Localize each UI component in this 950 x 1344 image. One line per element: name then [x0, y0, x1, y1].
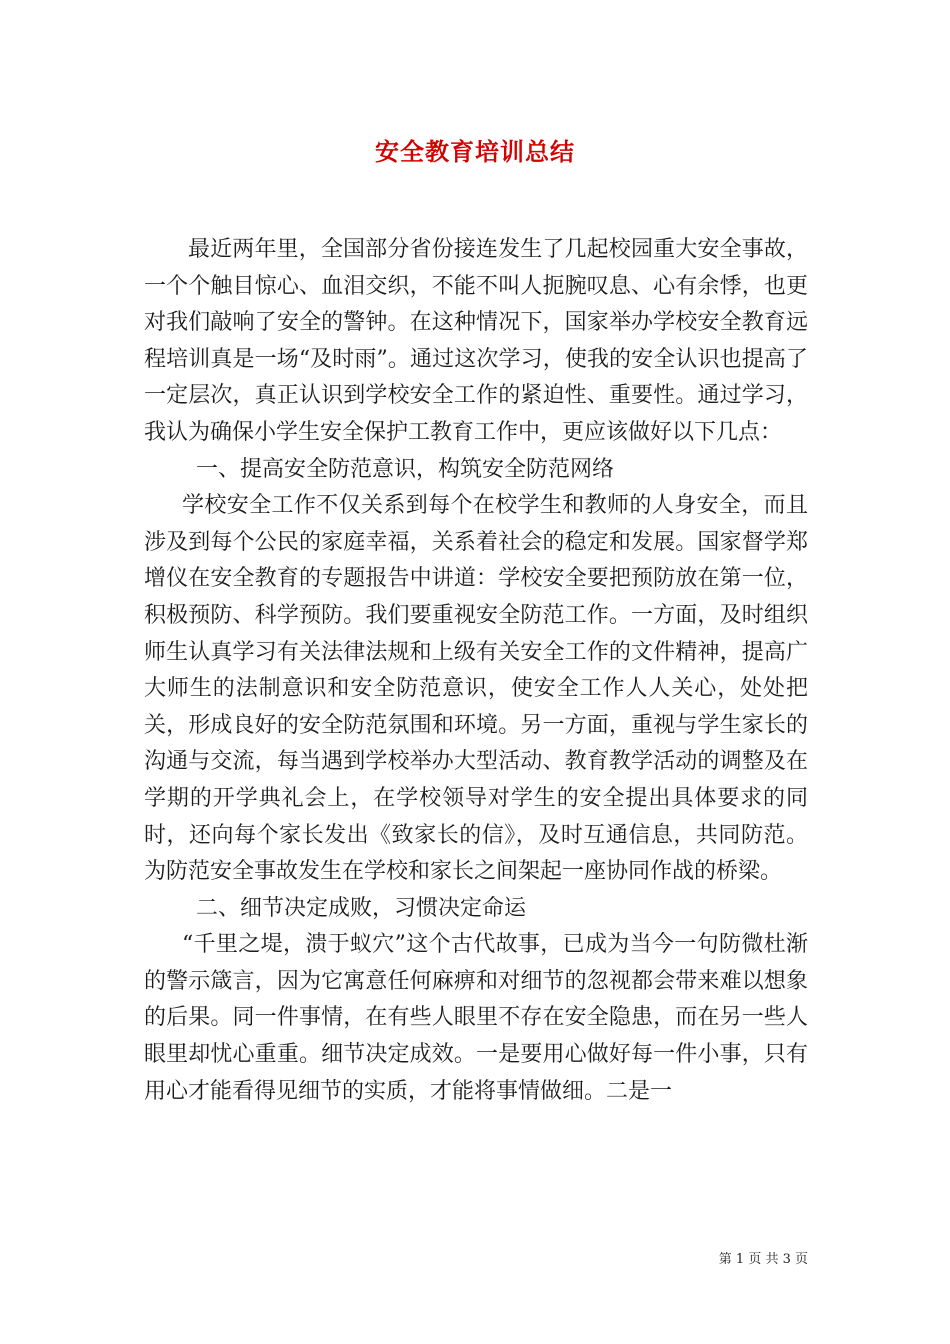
section-heading-1: 一、提高安全防范意识，构筑安全防范网络: [196, 456, 615, 482]
section-1-paragraph: 学校安全工作不仅关系到每个在校学生和教师的人身安全，而且涉及到每个公民的家庭幸福，关系着社会的稳定和发展。国家督学郑增仪在安全教育的专题报告中讲道：学校安全要把预防放在第一位，积极预防、科学预防。我们要重视安全防范工作。一方面，及时组织师生认真学习有关法律法规和上级有关安全工作的文件精神，提高广大师生的法制意识和安全防范意识，使安全工作人人关心，处处把关，形成良好的安全防范氛围和环境。另一方面，重视与学生家长的沟通与交流，每当遇到学校举办大型活动、教育教学活动的调整及在学期的开学典礼会上，在学校领导对学生的安全提出具体要求的同时，还向每个家长发出《致家长的信》，及时互通信息，共同防范。为防范安全事故发生在学校和家长之间架起一座协同作战的桥梁。: [144, 493, 808, 885]
document-body: [144, 232, 808, 1110]
intro-paragraph: 最近两年里，全国部分省份接连发生了几起校园重大安全事故，一个个触目惊心、血泪交织，不能不叫人扼腕叹息、心有余悸，也更对我们敲响了安全的警钟。在这种情况下，国家举办学校安全教育远程培训真是一场“及时雨”。通过这次学习，使我的安全认识也提高了一定层次，真正认识到学校安全工作的紧迫性、重要性。通过学习，我认为确保小学生安全保护工教育工作中，更应该做好以下几点：: [144, 237, 808, 445]
document-title: 安全教育培训总结: [375, 137, 575, 166]
section-2-paragraph: “千里之堤，溃于蚁穴”这个古代故事，已成为当今一句防微杜渐的警示箴言，因为它寓意任何麻痹和对细节的忽视都会带来难以想象的后果。同一件事情，在有些人眼里不存在安全隐患，而在另一些人眼里却忧心重重。细节决定成效。一是要用心做好每一件小事，只有用心才能看得见细节的实质，才能将事情做细。二是一: [144, 932, 808, 1104]
section-heading-2: 二、细节决定成败，习惯决定命运: [196, 895, 527, 921]
page-footer: 第 1 页 共 3 页: [718, 1252, 808, 1267]
